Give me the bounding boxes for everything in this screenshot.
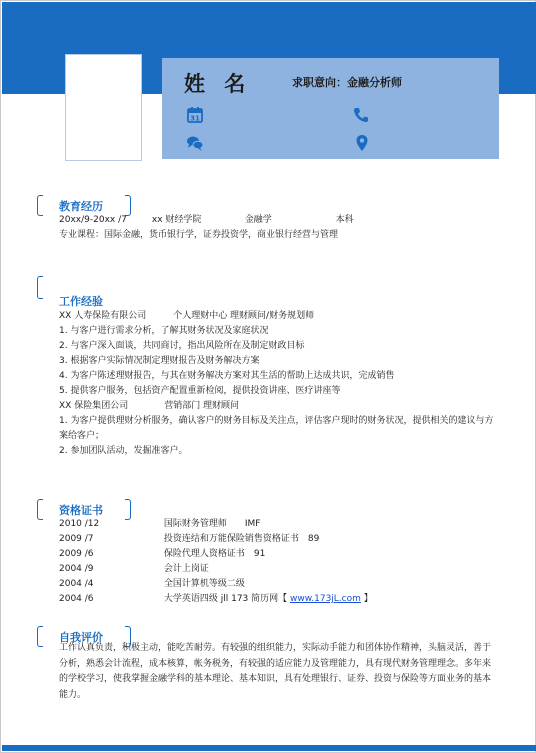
phone-icon: [352, 106, 370, 124]
cert-row: [59, 532, 499, 547]
work-line: XX 保险集团公司 营销部门 理财顾问: [59, 401, 240, 411]
work-line: 3. 根据客户实际情况制定理财报告及财务解决方案: [59, 356, 260, 366]
education-major: 金融学: [244, 215, 272, 225]
cert-row: [59, 517, 499, 532]
section-bracket: [37, 626, 43, 647]
certs-content: [59, 517, 499, 607]
cert-date: 2004 /9: [59, 564, 94, 574]
cert-date: 2009 /7: [59, 534, 94, 544]
work-line: 5. 提供客户服务，包括资产配置重新检阅，提供投资讲座、医疗讲座等: [59, 386, 341, 396]
education-row: [59, 213, 499, 228]
cert-date: 2004 /6: [59, 594, 94, 604]
education-courses: 专业课程：国际金融，货币银行学，证券投资学，商业银行经营与管理: [59, 230, 339, 240]
certs-title: 资格证书: [59, 504, 103, 517]
section-bracket: [37, 195, 43, 216]
cert-name-text: 大学英语四级 jll 173 简历网【: [163, 594, 290, 604]
location-icon: [353, 134, 371, 152]
section-bracket: [37, 276, 43, 299]
chat-icon: [186, 134, 204, 152]
cert-date: 2010 /12: [59, 519, 100, 529]
education-school: xx 财经学院: [151, 215, 202, 225]
cert-date: 2009 /6: [59, 549, 94, 559]
cert-name: 投资连结和万能保险销售资格证书 89: [163, 534, 320, 544]
cert-row: [59, 577, 499, 592]
photo-placeholder: [65, 54, 142, 161]
work-content: [59, 309, 499, 459]
name-card: [162, 58, 499, 159]
candidate-name: 姓 名: [184, 72, 252, 96]
job-target: 求职意向：金融分析师: [292, 76, 402, 89]
work-line: 4. 为客户陈述理财报告，与其在财务解决方案对其生活的帮助上达成共识，完成销售: [59, 371, 395, 381]
work-line: 2. 参加团队活动，发掘准客户。: [59, 446, 188, 456]
self-eval-text: 工作认真负责，积极主动，能吃苦耐劳。有较强的组织能力，实际动手能力和团体协作精神，头脑灵活，善于分析，熟悉会计流程，成本核算，帐务税务，有较强的适应能力及管理能力，具有现代财务管理理念。多年来的学校学习，使我掌握金融学科的基本理论、基本知识，具有处理银行、证券、投资与保险等方面业务的基本能力。: [59, 643, 492, 700]
cert-name: 会计上岗证: [163, 564, 209, 574]
education-title: 教育经历: [59, 200, 103, 213]
cert-row: [59, 562, 499, 577]
cert-row: [59, 547, 499, 562]
cert-name: 保险代理人资格证书 91: [163, 549, 266, 559]
calendar-icon: [186, 106, 204, 124]
cert-row: [59, 592, 499, 607]
cert-name: [164, 592, 373, 607]
work-line: XX 人寿保险有限公司 个人理财中心 理财顾问/财务规划师: [59, 311, 315, 321]
cert-name: 全国计算机等级二级: [163, 579, 245, 589]
work-line: 1. 与客户进行需求分析，了解其财务状况及家庭状况: [59, 326, 269, 336]
footer-band: [2, 745, 536, 751]
work-line: 1. 为客户提供理财分析服务，确认客户的财务目标及关注点，评估客户现时的财务状况，提供相关的建议与方案给客户；: [59, 416, 494, 441]
section-bracket: [37, 499, 43, 520]
cert-name-suffix: 】: [360, 594, 373, 604]
self-eval-title: 自我评价: [59, 631, 103, 644]
work-title: 工作经验: [59, 295, 103, 308]
svg-text:31: 31: [190, 114, 200, 123]
education-content: [59, 213, 499, 243]
cert-date: 2004 /4: [59, 579, 94, 589]
website-link[interactable]: www.173jL.com: [290, 594, 361, 604]
education-degree: 本科: [335, 215, 354, 225]
education-period: 20xx/9-20xx /7: [59, 215, 127, 225]
work-line: 2. 与客户深入面谈，共同商讨，指出风险所在及制定财政目标: [59, 341, 305, 351]
cert-name: 国际财务管理师 IMF: [163, 519, 261, 529]
